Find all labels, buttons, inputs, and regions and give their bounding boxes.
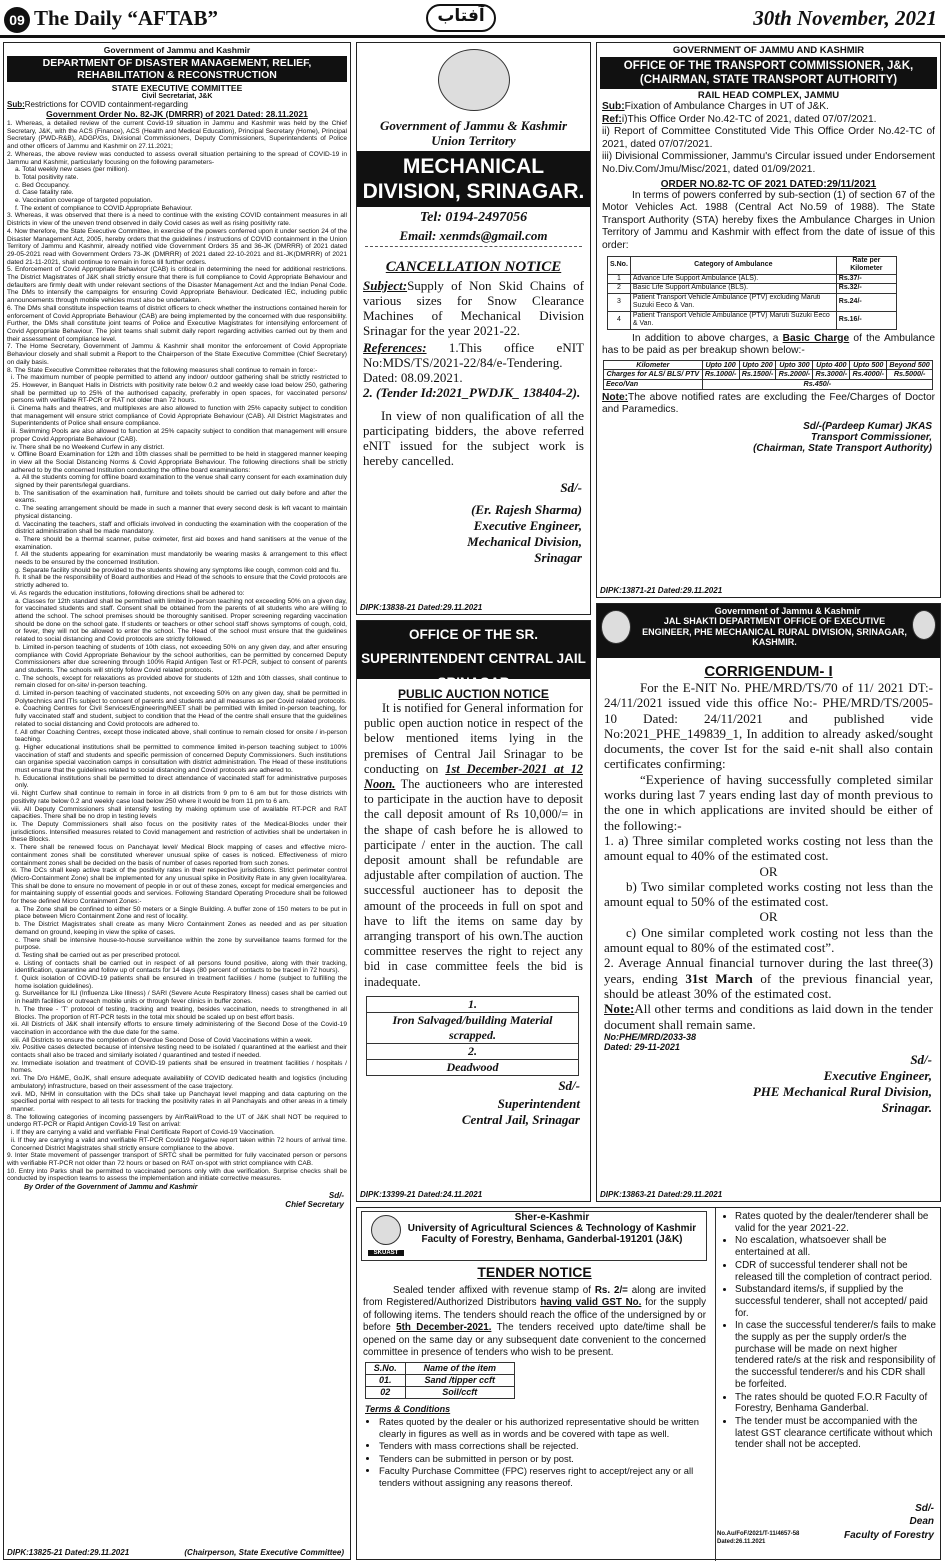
- phe-note-label: Note:: [604, 1001, 635, 1017]
- dmrr-paragraph: xiii. All Districts to ensure the completion of Overdue Second Dose of Covid Vaccinations within a week.: [11, 1036, 313, 1044]
- skuast-logo-text: SKUAST: [368, 1250, 404, 1256]
- dmrr-by-order: By Order of the Government of Jammu and Kashmir: [24, 1184, 198, 1192]
- dmrr-paragraph: g. Surveillance for ILI (Influenza Like Illness) / SARI (Severe Acute Respiratory Illness) cases shall be carried out in health facilities or outreach mobile units or through fever clinics in buffer zones.: [15, 990, 347, 1006]
- jail-item-no: 2.: [367, 1043, 579, 1059]
- skuast-signer-2: Faculty of Forestry: [843, 1530, 934, 1541]
- mech-notice: CANCELLATION NOTICE: [385, 259, 562, 275]
- transport-role-1: Transport Commissioner,: [811, 431, 932, 443]
- skuast-line-3: Faculty of Forestry, Benhama, Ganderbal-191201 (J&K): [421, 1234, 683, 1245]
- terms-left-list: [365, 1416, 707, 1490]
- jail-item-name: Deadwood: [367, 1059, 579, 1075]
- t1-cell: 4: [608, 311, 631, 329]
- skuast-body: [363, 1285, 706, 1359]
- transport-sub-label: Sub:: [602, 101, 625, 112]
- terms-right-list: [721, 1211, 937, 1452]
- dmrr-paragraph: 8. The State Executive Committee reiterates that the following measures shall continue to remain in force:-: [7, 366, 318, 374]
- dmrr-paragraph: b. The sanitisation of the examination hall, furniture and toilets should be carried out daily before and after the exams.: [15, 489, 347, 505]
- mech-gov: Government of Jammu & Kashmir Union Territory: [379, 118, 568, 148]
- jail-sd: Sd/-: [558, 1077, 580, 1093]
- phe-p3b: 31st March: [685, 970, 753, 986]
- phe-no: No:PHE/MRD/2033-38: [604, 1031, 697, 1042]
- t2-cell: Rs.2000/-: [776, 370, 813, 380]
- skuast-signer-1: Dean: [909, 1516, 934, 1527]
- mech-ref-1: 1.This office eNIT No:MDS/TS/2021-22/84/e-Tendering. Dated: 08.09.2021.: [363, 340, 584, 385]
- mech-body: In view of non qualification of all the participating bidders, the above referred eNIT issued for the subject work is hereby cancelled.: [363, 408, 584, 468]
- transport-gov: GOVERNMENT OF JAMMU AND KASHMIR: [672, 45, 865, 56]
- term-item: • Rates quoted by the dealer/tenderer shall be valid for the year 2021-22.: [735, 1211, 937, 1234]
- dmrr-paragraph: i. If they are carrying a valid and verifiable Final Certificate Report of Covid-19 Vaccination.: [11, 1129, 275, 1137]
- skuast-notice: TENDER NOTICE: [477, 1264, 592, 1280]
- mech-subject-label: Subject:: [363, 278, 408, 293]
- dmrr-paragraph: g. Separate facility should be provided to the students showing any symptoms like cough, common cold and flu.: [15, 566, 341, 574]
- mech-email: Email: xenmds@gmail.com: [365, 228, 582, 247]
- basic-a: In addition to above charges, a: [632, 332, 783, 344]
- basic-charge-table: [603, 360, 933, 390]
- dmrr-paragraph: c. Bed Occupancy.: [15, 181, 70, 189]
- dmrr-dipk: DIPK:13825-21 Dated:29.11.2021: [7, 1548, 130, 1557]
- skuast-line-2: University of Agricultural Sciences & Technology of Kashmir: [407, 1223, 697, 1234]
- t1-header-cell: Rate per Kilometer: [836, 256, 896, 274]
- jail-item-row: [367, 1059, 579, 1075]
- dmrr-paragraph: e. Vaccination coverage of targeted population.: [15, 197, 153, 205]
- ambulance-rate-table: [607, 256, 897, 330]
- phe-dipk: DIPK:13863-21 Dated:29.11.2021: [600, 1190, 723, 1199]
- dmrr-paragraph: b. Total positivity rate.: [15, 173, 79, 181]
- t1-cell: 2: [608, 284, 631, 294]
- t2-eeco-value: Rs.450/-: [702, 379, 932, 389]
- mech-role-2: Mechanical Division,: [467, 534, 582, 549]
- dmrr-paragraph: xvi. The D/o H&ME, GoJK, shall ensure adequate availability of COVID dedicated health and logistics (including ambulatory) infrastructure, based on their assessment of the case trajectory.: [11, 1075, 347, 1090]
- jail-title: OFFICE OF THE SR. SUPERINTENDENT CENTRAL JAIL SRINAGAR: [357, 621, 590, 679]
- skuast-tender-ad: [356, 1207, 941, 1560]
- dmrr-paragraph: f. All other Coaching Centres, except those indicated above, shall continue to remain closed for onsite / in-person teaching.: [15, 728, 347, 744]
- mech-tel: Tel: 0194-2497056: [419, 210, 528, 225]
- dmrr-paragraph: i. The maximum number of people permitted to attend any indoor/ outdoor gathering shall be strictly restricted to 25. However, in Banquet Halls in Districts with positivity rate below 0.2 and weekly case load below 250, gathering shall be permitted up to 25% of the authorised capacity, preferably in open spaces, for vaccinated persons/ persons with verifiable RT-PCR or RAT not older than 72 hours.: [11, 374, 347, 405]
- skuast-items-table: [365, 1362, 515, 1399]
- t2-header-cell: Upto 400: [813, 360, 850, 370]
- transport-sub: Fixation of Ambulance Charges in UT of J&K.: [624, 101, 829, 112]
- t1-cell: Patient Transport Vehicle Ambulance (PTV) Maruti Suzuki Eeco & Van.: [630, 311, 836, 329]
- dmrr-subject-text: Restrictions for COVID containment-regarding: [24, 100, 188, 109]
- transport-body: In terms of powers conferred by sub-section (1) of section 67 of the Motor Vehicles Act. 1988 (Central Act No.59 of 1988). The State Transport Authority (STA) hereby fixes the Ambulance Charges in Union Territory of Jammu and Kashmir with effect from the date of issue of this order:: [602, 189, 935, 251]
- t2-row-label: Charges for ALS/ BLS/ PTV: [604, 370, 703, 380]
- dmrr-paragraph: v. Offline Board Examination for 12th and 10th classes shall be permitted to be held in staggered manner keeping in view all the Social Distancing Norms & Covid Appropriate Behaviour. The following directions shall be strictly adhered to by the concerned Institution conducting the offline board examinations:: [11, 451, 347, 474]
- transport-complex: RAIL HEAD COMPLEX, JAMMU: [697, 90, 840, 101]
- jail-notice: PUBLIC AUCTION NOTICE: [398, 687, 549, 701]
- mech-title: MECHANICAL DIVISION, SRINAGAR.: [357, 151, 590, 207]
- skuast-terms-title: Terms & Conditions: [365, 1404, 451, 1414]
- mech-signer: (Er. Rajesh Sharma): [471, 502, 582, 517]
- transport-note-label: Note:: [602, 391, 629, 403]
- term-item: • Substandard items/s, if supplied by the successful tenderer, shall not accepted/ paid for.: [735, 1284, 937, 1319]
- dmrr-paragraph: 8. The following categories of incoming passengers by Air/Rail/Road to the UT of J&K shall NOT be required to undergo RT-PCR or Rapid Antigen Covid-19 Test on arrival:: [7, 1113, 347, 1129]
- term-item: • Tenders can be submitted in person or by post.: [379, 1453, 707, 1465]
- phe-note: [597, 1001, 940, 1032]
- state-emblem-icon: [438, 49, 510, 111]
- t2-header-cell: Upto 100: [702, 360, 739, 370]
- dmrr-paragraph: h. It shall be the responsibility of Board authorities and Head of the schools to ensure that the Covid protocols are strictly adhered to.: [15, 574, 347, 590]
- t2-header-cell: Upto 200: [739, 360, 776, 370]
- dmrr-paragraph: iii. Swimming Pools are also allowed to function at 25% capacity subject to condition that management will ensure proper Covid Appropriate Behaviour (CAB).: [11, 428, 347, 443]
- dmrr-paragraph: x. There shall be renewed focus on Panchayat level/ Medical Block mapping of cases and effective micro-containment zones shall be constituted wherever unusual spike of cases is noticed. Effectiveness of micro containment zones shall be decided on the basis of number of cases reported from such zones.: [11, 844, 347, 867]
- phe-role-2: PHE Mechanical Rural Division,: [752, 1083, 932, 1099]
- newspaper-name: The Daily “AFTAB”: [34, 6, 218, 30]
- dmrr-paragraph: xi. The DCs shall keep active track of the positivity rates in their respective jurisdictions. Strict perimeter control (Micro-Containment Zone) shall be implemented for any unusual spike in Positivity Rate in any given locality/area. This shall be done to ensure no movement of people in or out of these zones, except for medical emergencies and for maintaining supply of essential goods and services. Following Standard Operating Procedure shall be followed for these defined Micro Containment Zones:-: [11, 867, 347, 906]
- term-item: • Faculty Purchase Committee (FPC) reserves right to accept/reject any or all tenders without assigning any reasons thereof.: [379, 1465, 707, 1488]
- dmrr-committee: STATE EXECUTIVE COMMITTEE: [111, 83, 243, 93]
- jail-body-a: It is notified for General information for public open auction notice in respect of the below mentioned items lying in the premises of Central Jail Srinagar to be conducting on: [364, 701, 583, 776]
- phe-p1: For the E-NIT No. PHE/MRD/TS/70 of 11/ 2021 DT:- 24/11/2021 issued vide this office No:- PHE/MRD/TS/2005-10 Dated: 24/11/2021 and published vide No:2021_PHE_149839_1, In addition to already asked/sought documents, the cover Ist for the said e-nit shall also contain certificates confirming:: [604, 680, 933, 772]
- terms-divider: [715, 1208, 716, 1561]
- t2-header-cell: Beyond 500: [887, 360, 933, 370]
- dmrr-signer-role: (Chairperson, State Executive Committee): [184, 1548, 344, 1557]
- t1-cell: 3: [608, 293, 631, 311]
- phe-p3a: 2. Average Annual financial turnover during the last three(3) years, ending: [604, 955, 933, 986]
- dmrr-paragraph: vi. As regards the education institutions, following directions shall be adhered to:: [11, 589, 245, 597]
- t2-eeco-row: [604, 379, 933, 389]
- term-item: • Rates quoted by the dealer or his authorized representative should be written clearly in figures as well as in words and be covered with tape as well.: [379, 1416, 707, 1439]
- phe-role-1: Executive Engineer,: [823, 1067, 932, 1083]
- jail-auction-date: 1st December-2021 at 12 Noon.: [364, 761, 583, 792]
- dmrr-paragraph: d. Case fatality rate.: [15, 189, 74, 197]
- t1-header-cell: Category of Ambulance: [630, 256, 836, 274]
- dmrr-signer: Chief Secretary: [285, 1200, 344, 1210]
- dmrr-paragraph: f. All the students appearing for examination must mandatorily be wearing masks & arrangement to this effect needs to be ensured by the concerned Institution.: [15, 551, 347, 567]
- jail-auction-ad: [356, 620, 591, 1202]
- dmrr-paragraph: 6. The DMs shall constitute inspection teams of district officers to check whether the instructions contained herein for enforcement of Covid Appropriate Behaviour (CAB) are being implemented by the concerned with due responsibility. Further, the DMs shall constitute joint teams of Police and Executive Magistrates for intensifying enforcement of Covid Appropriate Behaviour. The joint teams shall submit daily report regarding activities carried out by them and their assessment of compliance level.: [7, 304, 347, 343]
- term-item: • In case the successful tenderer/s fails to make the supply as per the supply order/s the purchase will be made on next higher tendered rate/s at the risk and responsibility of the successful tenderer/s and his CDR shall be forfeited.: [735, 1320, 937, 1390]
- t1-row: [608, 274, 897, 284]
- transport-ref-2: ii) Report of Committee Constituted Vide This Office Order No.42-TC of 2021, dated 07/07/2021.: [602, 126, 935, 150]
- dmrr-paragraph: 9. Inter State movement of passenger transport of SRTC shall be permitted for fully vaccinated person or persons with verifiable RT-PCR not older than 72 hours or based on RAT on-spot with strict compliance with CAB.: [7, 1152, 347, 1167]
- transport-subject: [597, 101, 940, 114]
- skuast-item-cell: Sand /tipper ccft: [405, 1375, 514, 1387]
- dmrr-paragraph: b. The District Magistrates shall create as many Micro Containment Zones as needed and as per situation demand on ground, keeping in view the spike of cases.: [15, 921, 347, 936]
- mech-ref-label: References:: [363, 340, 427, 355]
- phe-option-a: 1. a) Three similar completed works costing not less than the amount equal to 40% of the estimated cost.: [604, 832, 933, 864]
- skuast-emblem-icon: [371, 1215, 401, 1245]
- skuast-ref-no: No.Au/FoF/2021/T-11/4657-58: [717, 1531, 800, 1537]
- mech-role-3: Srinagar: [534, 550, 582, 565]
- dmrr-order-ad: [3, 42, 351, 1560]
- skuast-body-c: for the supply of following items. The tenders should reach the office of the undersigned by or before: [363, 1297, 706, 1334]
- t2-cell: Rs.1000/-: [702, 370, 739, 380]
- dmrr-paragraph: f. The extent of compliance to COVID Appropriate Behaviour.: [15, 204, 193, 212]
- dmrr-paragraph: g. Higher educational institutions shall be permitted to commence limited in-person teaching subject to 100% vaccination of staff and students and specific permission of concerned Deputy Commissioners. Such institutions can organise special vaccination camps in consultation with district administration. The Head of these institutions must ensure that the guidelines related to social distancing and Covid protocols are adhered to.: [15, 743, 347, 775]
- jail-item-row: [367, 1012, 579, 1043]
- t2-cell: Rs.4000/-: [850, 370, 887, 380]
- jail-body: [357, 701, 590, 990]
- dmrr-paragraph: xii. All Districts of J&K shall intensify efforts to ensure timely administering of the Second Dose of the Covid-19 vaccination in accordance with the due date for the same.: [11, 1021, 347, 1036]
- dmrr-paragraph: e. There should be a thermal scanner, pulse oximeter, first aid boxes and hand sanitisers at the venue of the examination.: [15, 535, 347, 551]
- mech-dipk: DIPK:13838-21 Dated:29.11.2021: [360, 603, 483, 612]
- skuast-body-a: Sealed tender affixed with revenue stamp of: [393, 1285, 595, 1296]
- transport-basic-charge: [597, 333, 940, 358]
- term-item: • No escalation, whatsoever shall be entertained at all.: [735, 1235, 937, 1258]
- jail-item-no: 1.: [367, 996, 579, 1012]
- t2-header-cell: Upto 300: [776, 360, 813, 370]
- dmrr-paragraph: h. Educational institutions shall be permitted to direct attendance of vaccinated staff for administrative purposes only.: [15, 774, 347, 790]
- dmrr-paragraph: d. Testing shall be carried out as per prescribed protocol.: [15, 951, 181, 959]
- phe-header: [597, 604, 940, 658]
- phe-gov: Government of Jammu & Kashmir: [714, 606, 861, 616]
- mech-cancellation-ad: [356, 42, 591, 615]
- phe-p2: “Experience of having successfully completed similar works during last 7 years ending last day of month previous to the one in which applications are invited should be either of the following:-: [604, 771, 933, 833]
- dmrr-paragraph: d. Limited in-person teaching of vaccinated students, not exceeding 50% on any given day, shall be permitted in Polytechnics and ITIs subject to consent of parents and students and all measures as per Covid related protocols.: [15, 690, 347, 705]
- dmrr-paragraph: a. Total weekly new cases (per million).: [15, 166, 130, 174]
- skuast-items-header: S.No.: [366, 1363, 406, 1375]
- dmrr-paragraph: 5. Enforcement of Covid Appropriate Behaviour (CAB) is critical in determining the need for additional restrictions. The District Magistrates of J&K shall strictly ensure that there is full compliance to Covid Appropriate Behaviour and defaulters are firmly dealt with under relevant sections of the Disaster Management Act and the Indian Penal Code. The DMs to intensify the campaigns for ensuring Covid Appropriate Behaviour. Dedicated IEC, including public announcements through mobile vehicles must also be undertaken.: [7, 266, 347, 305]
- dmrr-paragraph: 1. Whereas, a detailed review of the current Covid-19 situation in Jammu and Kashmir was held by the Chief Secretary, J&K, with the ACS (Finance), ACS (Health and Medical Education), Principal Secretary (Home), Principal Secretary (PWD-R&B), ADGP/Gs, Divisional Commissioners, Deputy Commissioners, Superintendents of Police and other officers of Jammu and Kashmir on 27.11.2021;: [7, 120, 347, 151]
- dmrr-secretariat: Civil Secretariat, J&K: [141, 93, 213, 100]
- dmrr-paragraph: h. The three - 'T' protocol of testing, tracking and treating, besides vaccination, needs to strengthened in all Blocks. The proportion of RT-PCR tests in the total mix should be scaled up on best effort basis.: [15, 1005, 347, 1021]
- mech-references: [357, 340, 590, 385]
- skuast-item-cell: Soil/ccft: [405, 1387, 514, 1399]
- transport-ref: [597, 114, 940, 127]
- jal-shakti-logo-icon: [912, 610, 936, 640]
- term-item: • Tenders with mass corrections shall be rejected.: [379, 1440, 707, 1452]
- dmrr-paragraph: xvii. MD, NHM in consultation with the DCs shall take up Panchayat level mapping and data capturing on the specified portal with respect to all tests for tracking the positivity rates in all Panchayats and other areas in a timely manner.: [11, 1090, 347, 1113]
- newspaper-logo: آفتاب: [426, 4, 496, 32]
- t1-cell: Rs.37/-: [836, 274, 896, 284]
- skuast-body-date: 5th December-2021.: [396, 1322, 492, 1334]
- phe-corrigendum-ad: [596, 603, 941, 1202]
- t2-eeco-label: Eeco/Van: [604, 379, 703, 389]
- dmrr-subject-label: Sub:: [7, 100, 25, 109]
- t1-cell: Rs.32/-: [836, 284, 896, 294]
- issue-date: 30th November, 2021: [753, 6, 937, 30]
- jk-emblem-icon: [601, 610, 631, 644]
- dmrr-paragraph: a. The Zone shall be confined to either 50 meters or a Single Building. A buffer zone of 150 meters to be put in place between Micro Containment Zone and rest of locality.: [15, 905, 347, 921]
- basic-c: of the Ambulance has to be paid as per breakup shown below:-: [602, 332, 935, 357]
- dmrr-paragraph: 4. Now therefore, the State Executive Committee, in exercise of the powers conferred upon it under section 24 of the Disaster Management Act, 2005, hereby orders that the guidelines / instructions of COVID containment in the Union Territory of Jammu and Kashmir, already notified vide Government Orders 35 and 36-JK (DMRRR) of 2021 dated 29-05-2021 read with Government Orders 73-JK (DMRRR) of 2021 dated 22-10-2021 and 81-JK(DMRRR) of 2021 dated 21-11-2021, shall continue to remain in force till further orders.: [7, 227, 347, 266]
- phe-note-text: All other terms and conditions as laid down in the tender document shall remain same.: [604, 1001, 933, 1032]
- dmrr-paragraph: c. The schools, except for relaxations as provided above for students of 12th and 10th classes, shall continue to remain closed for on-site/ in-person teaching.: [15, 674, 347, 690]
- t2-cell: Rs.5000/-: [887, 370, 933, 380]
- skuast-body-rs: Rs. 2/=: [594, 1285, 628, 1296]
- t1-cell: Rs.24/-: [836, 293, 896, 311]
- dmrr-paragraph: xiv. Positive cases detected because of intensive testing need to be isolated / quarantined at the earliest and their contacts shall also be traced and similarly isolated / quarantined and tested if needed.: [11, 1044, 347, 1060]
- t1-cell: Advance Life Support Ambulance (ALS).: [630, 274, 836, 284]
- page-number: 09: [4, 7, 30, 33]
- jail-item-no-row: [367, 1043, 579, 1059]
- phe-or-2: OR: [759, 909, 778, 925]
- phe-option-b: b) Two similar completed works costing not less than the amount equal to 50% of the estimated cost.: [604, 878, 933, 910]
- skuast-item-cell: 02: [366, 1387, 406, 1399]
- dmrr-order-no: Government Order No. 82-JK (DMRRR) of 2021 Dated: 28.11.2021: [46, 109, 308, 119]
- skuast-item-row: [366, 1387, 515, 1399]
- phe-sd: Sd/-: [910, 1051, 932, 1067]
- phe-title: JAL SHAKTI DEPARTMENT OFFICE OF EXECUTIVE ENGINEER, PHE MECHANICAL RURAL DIVISION, SRINAGAR, KASHMIR.: [642, 616, 907, 647]
- transport-note: [597, 392, 940, 417]
- phe-dated: Dated: 29-11-2021: [604, 1041, 680, 1052]
- dmrr-paragraph: vii. Night Curfew shall continue to remain in force in all districts from 9 pm to 6 am but for those districts with positivity rate below 0.2 and weekly case load below 250 where it would be from 11 pm to 6 am.: [11, 790, 347, 805]
- mech-ref-2: 2. (Tender Id:2021_PWDJK_ 138404-2).: [363, 385, 581, 400]
- basic-b: Basic Charge: [782, 332, 850, 344]
- t1-row: [608, 293, 897, 311]
- dmrr-paragraph: e. Coaching Centres for Civil Services/Engineering/NEET shall be permitted with limited in-person teaching, for fully vaccinated staff and student, subject to condition that the Head of the centre shall ensure that the guidelines related to social distancing and Covid protocols are adhered to.: [15, 705, 347, 728]
- skuast-ref-date: Dated:26.11.2021: [717, 1539, 766, 1545]
- skuast-header: [361, 1211, 707, 1261]
- mech-subject-text: Supply of Non Skid Chains of various sizes for Snow Clearance Machines of Mechanical Division Srinagar for the year 2021-22.: [363, 278, 584, 338]
- dmrr-order-body: [4, 119, 350, 1184]
- t1-row: [608, 311, 897, 329]
- dmrr-paragraph: viii. All Deputy Commissioners shall intensify testing by making optimum use of available RT-PCR and RAT capacities. There shall be no drop in testing levels: [11, 805, 347, 821]
- dmrr-paragraph: xv. Immediate isolation and treatment of COVID-19 patients shall be ensured in treatment facilities / hospitals / homes.: [11, 1059, 347, 1075]
- transport-ref-label: Ref:: [602, 113, 622, 125]
- phe-or-1: OR: [759, 863, 778, 879]
- t1-cell: Rs.16/-: [836, 311, 896, 329]
- dmrr-paragraph: f. Quick isolation of COVID-19 patients shall be ensured in treatment facilities / home (subject to fulfilling the home isolation guidelines).: [15, 975, 347, 990]
- t1-cell: 1: [608, 274, 631, 284]
- t1-cell: Basic Life Support Ambulance (BLS).: [630, 284, 836, 294]
- phe-corrigendum: CORRIGENDUM- I: [704, 663, 833, 680]
- transport-signer: Sd/-(Pardeep Kumar) JKAS: [803, 420, 932, 432]
- skuast-items-header: Name of the item: [405, 1363, 514, 1375]
- term-item: • CDR of successful tenderer shall not be released till the completion of contract period.: [735, 1260, 937, 1283]
- skuast-item-cell: 01.: [366, 1375, 406, 1387]
- dmrr-paragraph: a. Classes for 12th standard shall be permitted with limited in-person teaching not exceeding 50% on a given day, for vaccinated students and staff. Consent shall be obtained from the parents of all students who are willing to attend the school. The school premises should be thoroughly sanitised. Proper screening regarding vaccination should be done on the school gate. If students or teachers or other school staff shows symptoms of cough, cold, or fever, they will not be allowed to enter the school. The Head of the school must ensure that the guidelines related to social distancing and Covid protocols are strictly followed.: [15, 597, 347, 644]
- transport-ref-3: iii) Divisional Commissioner, Jammu's Circular issued under Endorsement No.Div.Com/Jmu/Misc/2021, dated 01/09/2021.: [602, 151, 935, 175]
- skuast-body-b: along are invited from Registered/Authorized Distributors: [363, 1285, 707, 1309]
- skuast-item-row: [366, 1375, 515, 1387]
- jail-items-table: [366, 996, 579, 1076]
- dmrr-paragraph: iv. There shall be no Weekend Curfew in any district.: [11, 443, 165, 451]
- phe-role-3: Srinagar.: [881, 1099, 932, 1115]
- t2-cell: Rs.3000/-: [813, 370, 850, 380]
- phe-option-c: c) One similar completed work costing not less than the amount equal to 80% of the estimated cost”.: [604, 924, 933, 956]
- dmrr-dept: DEPARTMENT OF DISASTER MANAGEMENT, RELIEF, REHABILITATION & RECONSTRUCTION: [7, 56, 347, 82]
- transport-dipk: DIPK:13871-21 Dated:29.11.2021: [600, 586, 723, 595]
- dmrr-paragraph: ii. If they are carrying a valid and verifiable RT-PCR Covid19 Negative report taken within 72 hours of arrival time. Concerned District Magistrates shall strictly ensure compliance to the above.: [11, 1136, 347, 1152]
- t1-row: [608, 284, 897, 294]
- skuast-body-d: The tenders received upto date/time shall be opened on the same day or any subsequent date convenient to the concerned committee in presence of tenders who wish to be present.: [363, 1322, 706, 1359]
- dmrr-paragraph: c. There shall be intensive house-to-house surveillance within the zone by surveillance teams formed for the purpose.: [15, 936, 347, 952]
- masthead: [0, 0, 945, 38]
- dmrr-paragraph: a. All the students coming for offline board examination to the venue shall carry consent for each examination duly signed by their parents/legal guardians.: [15, 474, 347, 490]
- phe-p3c: of the previous financial year, should be atleast 30% of the estimated cost.: [604, 970, 933, 1001]
- dmrr-paragraph: ix. The Deputy Commissioners shall also focus on the positivity rates of the Medical-Blocks under their jurisdictions. Intensified measures related to Covid management and restriction of activities shall be undertaken in these Blocks.: [11, 820, 347, 844]
- t1-cell: Patient Transport Vehicle Ambulance (PTV) excluding Maruti Suzuki Eeco & Van.: [630, 293, 836, 311]
- transport-order-ad: [596, 42, 941, 598]
- jail-signer-2: Central Jail, Srinagar: [461, 1111, 580, 1127]
- dmrr-paragraph: c. The seating arrangement should be made in such a manner that every second desk is left vacant to maintain physical distancing.: [15, 505, 347, 520]
- dmrr-paragraph: 3. Whereas, it was observed that there is a need to continue with the existing COVID containment measures in all Districts in view of the uneven trend observed in daily Covid cases as well as rising positivity rate.: [7, 212, 347, 228]
- transport-role-2: (Chairman, State Transport Authority): [753, 442, 932, 454]
- term-item: • The rates should be quoted F.O.R Faculty of Forestry, Benhama Ganderbal.: [735, 1392, 937, 1415]
- term-item: • The tender must be accompanied with the latest GST clearance certificate without which tender shall not be accepted.: [735, 1416, 937, 1451]
- dmrr-paragraph: 7. The Home Secretary, Government of Jammu & Kashmir shall monitor the enforcement of Covid Appropriate Behaviour closely and shall submit a Report to the Chairperson of the State Executive Committee (Chief Secretary) on daily basis.: [7, 343, 347, 366]
- jail-item-name: Iron Salvaged/building Material scrapped.: [367, 1012, 579, 1043]
- dmrr-paragraph: d. Vaccinating the teachers, staff and officials involved in conducting the examination with the cooperation of the district administration shall be made mandatory.: [15, 520, 347, 536]
- jk-emblem-mech: [357, 49, 590, 116]
- t2-header-cell: Kilometer: [604, 360, 703, 370]
- mech-role-1: Executive Engineer,: [473, 518, 582, 533]
- transport-title: OFFICE OF THE TRANSPORT COMMISSIONER, J&K, (CHAIRMAN, STATE TRANSPORT AUTHORITY): [600, 57, 937, 89]
- transport-ref-1: i)This Office Order No.42-TC of 2021, dated 07/07/2021.: [621, 113, 877, 125]
- transport-note-text: The above notified rates are excluding the Fee/Charges of Doctor and Paramedics.: [602, 391, 935, 416]
- jail-signer-1: Superintendent: [497, 1095, 580, 1111]
- dmrr-paragraph: 2. Whereas, the above review was conducted to assess overall situation pertaining to the spread of COVID-19 in Jammu and Kashmir, particularly focusing on the following parameters-: [7, 150, 347, 166]
- jail-dipk: DIPK:13399-21 Dated:24.11.2021: [360, 1190, 483, 1199]
- dmrr-subject: [4, 100, 350, 109]
- skuast-sd: Sd/-: [915, 1503, 934, 1514]
- t2-cell: Rs.1500/-: [739, 370, 776, 380]
- t2-header-cell: Upto 500: [850, 360, 887, 370]
- t1-header-cell: S.No.: [608, 256, 631, 274]
- mech-subject: [357, 278, 590, 338]
- jail-item-no-row: [367, 996, 579, 1012]
- dmrr-paragraph: ii. Cinema halls and theatres, and multiplexes are also allowed to function with 25% capacity subject to condition that management will ensure strict compliance of Covid Appropriate Behaviour (CAB). All District Magistrates and Superintendents of Police shall ensure compliance.: [11, 405, 347, 428]
- jail-body-b: The auctioneers who are interested to participate in the auction have to deposit the call deposit amount of Rs 10,000/= in the shape of cash before he is allowed to participate / enter in the auction. The call deposit amount shall be refundable are adjustable after compilation of auction. The successful auctioneer has to deposit the amount of the proceeds in full on spot and have to lift the items on same day by arranging transport of his own.The auction committee reserves the right to reject any bid in case committee feels the bid is inadequate.: [364, 777, 583, 989]
- dmrr-paragraph: 10. Entry into Parks shall be permitted to vaccinated persons only with due verification. Surprise checks shall be conducted by inspection teams to assess the implementation and initiate corrective measures.: [7, 1167, 347, 1183]
- dmrr-paragraph: b. Limited in-person teaching of students of 10th class, not exceeding 50% on any given day, and after ensuring compliance with Covid Appropriate Behaviour by the school authorities, can be permitted by concerned Deputy Commissioners after due screening through 100% Rapid Antigen Test or RT-PCR, subject to consent of parents and students. The schools will strictly follow Covid related protocols.: [15, 643, 347, 674]
- skuast-body-gst: having valid GST No.: [540, 1297, 642, 1309]
- dmrr-sd: Sd/-: [328, 1191, 344, 1201]
- skuast-line-1: Sher-e-Kashmir: [514, 1212, 590, 1223]
- mech-sd: Sd/-: [560, 480, 582, 495]
- skuast-logo: [368, 1215, 404, 1257]
- dmrr-paragraph: e. Listing of contacts shall be carried out in respect of all persons found positive, along with their tracking, identification, quarantine and follow up of contacts for 14 days (80 percent of contacts to be traced in 72 hours).: [15, 959, 347, 975]
- phe-turnover: [597, 955, 940, 1001]
- dmrr-gov: Government of Jammu and Kashmir: [103, 45, 251, 55]
- transport-order-no: ORDER NO.82-TC OF 2021 DATED:29/11/2021: [660, 178, 877, 190]
